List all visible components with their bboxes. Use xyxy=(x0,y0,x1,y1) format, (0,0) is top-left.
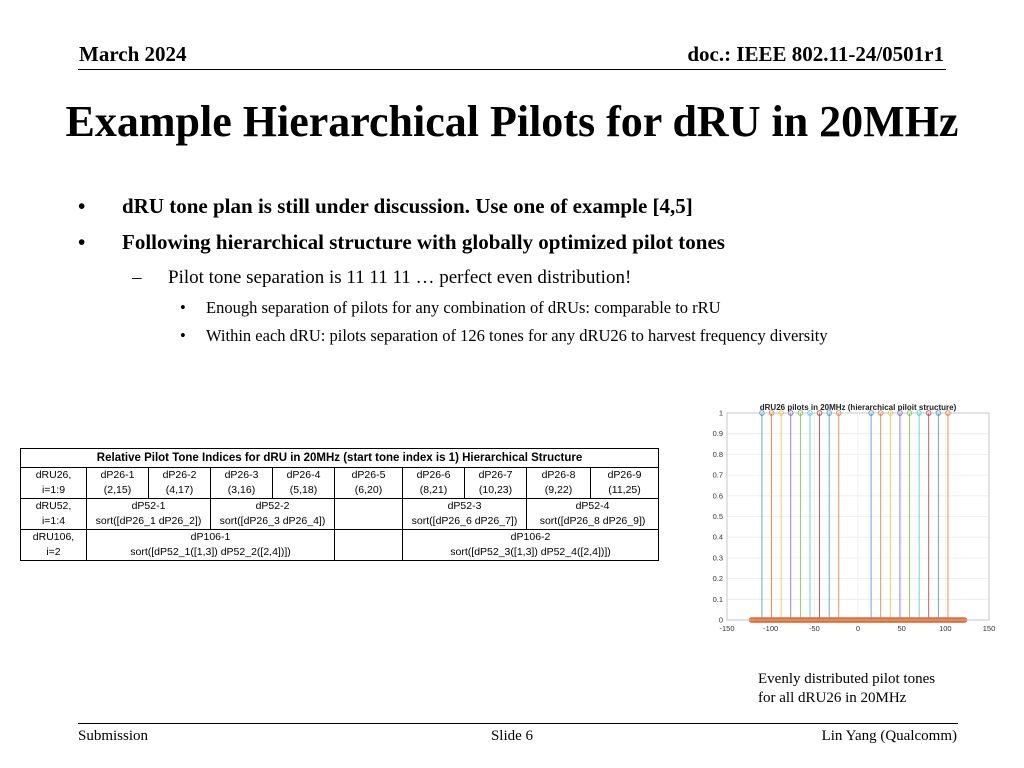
x-tick-label: -150 xyxy=(719,624,735,633)
table-row xyxy=(21,468,659,499)
sub-bullet-1-text: Pilot tone separation is 11 11 11 … perfect even distribution! xyxy=(168,267,632,288)
chart-title: dRU26 pilots in 20MHz (hierarchical piloit structure) xyxy=(759,403,957,412)
sub-sub-bullet-1 xyxy=(180,298,721,318)
y-tick-label: 0.5 xyxy=(712,512,723,521)
sub-bullet-1 xyxy=(132,267,632,289)
y-tick-label: 0.3 xyxy=(712,553,723,563)
row-label: dRU26, i=1:9 xyxy=(21,468,87,499)
caption-line-2: for all dRU26 in 20MHz xyxy=(758,690,907,706)
x-tick-label: -100 xyxy=(763,624,779,633)
table-cell: dP52-3 sort([dP26_6 dP26_7]) xyxy=(403,499,527,530)
y-tick-label: 0.1 xyxy=(712,594,723,604)
chart-grid xyxy=(727,413,989,620)
table-cell-empty xyxy=(335,530,403,561)
bullet-2-text: Following hierarchical structure with globally optimized pilot tones xyxy=(122,230,725,254)
table-cell: dP52-4 sort([dP26_8 dP26_9]) xyxy=(527,499,659,530)
table-cell: dP106-2 sort([dP52_3([1,3]) dP52_4([2,4])]) xyxy=(403,530,659,561)
sub-sub-bullet-2 xyxy=(180,326,828,346)
pilot-stem-chart xyxy=(700,396,1010,636)
chart-stems xyxy=(760,411,951,620)
x-tick-label: 150 xyxy=(982,624,996,633)
table-cell: dP26-4 (5,18) xyxy=(273,468,335,499)
table-cell: dP26-8 (9,22) xyxy=(527,468,591,499)
table-cell: dP26-6 (8,21) xyxy=(403,468,465,499)
x-tick-label: 0 xyxy=(855,624,861,633)
table-cell: dP52-2 sort([dP26_3 dP26_4]) xyxy=(211,499,335,530)
row-label: dRU106, i=2 xyxy=(21,530,87,561)
footer-author: Lin Yang (Qualcomm) xyxy=(821,728,957,744)
footer-slide-number: Slide 6 xyxy=(490,728,534,744)
y-tick-label: 0.9 xyxy=(712,429,723,439)
header-doc-id: doc.: IEEE 802.11-24/0501r1 xyxy=(687,42,944,66)
table-cell: dP26-1 (2,15) xyxy=(87,468,149,499)
y-tick-label: 0.4 xyxy=(712,532,723,542)
y-tick-label: 0.6 xyxy=(712,491,723,501)
pilot-index-table xyxy=(20,448,659,561)
table-cell: dP26-3 (3,16) xyxy=(211,468,273,499)
x-tick-label: 50 xyxy=(897,624,906,633)
y-tick-label: 0 xyxy=(718,615,723,625)
sub-sub-bullet-1-text: Enough separation of pilots for any combination of dRUs: comparable to rRU xyxy=(206,298,721,317)
sub-sub-bullet-dot: • xyxy=(180,326,186,345)
row-label: dRU52, i=1:4 xyxy=(21,499,87,530)
table-cell: dP26-9 (11,25) xyxy=(591,468,659,499)
footer-rule xyxy=(78,723,958,724)
table-header: Relative Pilot Tone Indices for dRU in 20MHz (start tone index is 1) Hierarchical Structure xyxy=(21,449,659,468)
table-cell: dP52-1 sort([dP26_1 dP26_2]) xyxy=(87,499,211,530)
table-cell-empty xyxy=(335,499,403,530)
y-tick-label: 0.8 xyxy=(712,449,723,459)
header-date: March 2024 xyxy=(79,42,187,66)
bullet-1-text: dRU tone plan is still under discussion. Use one of example [4,5] xyxy=(122,194,693,218)
bullet-dot: • xyxy=(78,194,86,218)
footer-submission: Submission xyxy=(78,728,149,744)
table-cell: dP26-7 (10,23) xyxy=(465,468,527,499)
table-cell: dP106-1 sort([dP52_1([1,3]) dP52_2([2,4])]) xyxy=(87,530,335,561)
chart-caption xyxy=(758,670,958,708)
y-tick-label: 0.7 xyxy=(712,470,723,480)
table-row xyxy=(21,499,659,530)
table-cell: dP26-5 (6,20) xyxy=(335,468,403,499)
y-tick-label: 1 xyxy=(718,408,723,418)
header-rule xyxy=(78,69,946,70)
y-tick-label: 0.2 xyxy=(712,574,723,584)
sub-sub-bullet-2-text: Within each dRU: pilots separation of 126 tones for any dRU26 to harvest frequency diversity xyxy=(206,326,828,345)
chart-x-ticks xyxy=(719,624,995,633)
x-tick-label: -50 xyxy=(808,624,820,633)
sub-sub-bullet-dot: • xyxy=(180,298,186,317)
x-tick-label: 100 xyxy=(939,624,952,633)
caption-line-1: Evenly distributed pilot tones xyxy=(758,671,936,687)
slide-title: Example Hierarchical Pilots for dRU in 20MHz xyxy=(65,97,959,146)
sub-bullet-dash: – xyxy=(132,267,142,288)
table-cell: dP26-2 (4,17) xyxy=(149,468,211,499)
bullet-dot: • xyxy=(78,230,86,254)
chart-y-ticks xyxy=(713,409,723,625)
table-row xyxy=(21,530,659,561)
